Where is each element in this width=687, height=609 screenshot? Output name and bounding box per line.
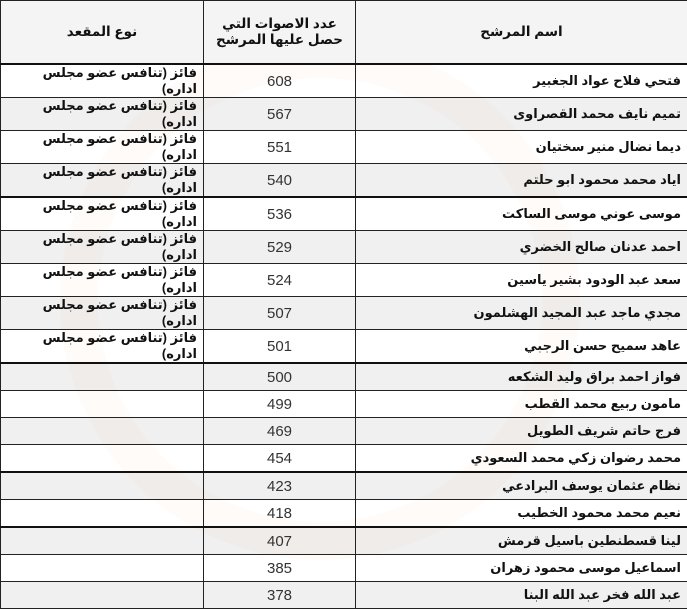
table-row [1, 297, 687, 330]
table-row [1, 264, 687, 297]
seat-type [1, 418, 204, 445]
seat-type: فائز (تنافس عضو مجلس اداره) [1, 264, 204, 297]
vote-count: 507 [204, 297, 356, 330]
vote-count: 529 [204, 231, 356, 264]
vote-count: 501 [204, 330, 356, 364]
candidate-name: اسماعيل موسى محمود زهران [356, 555, 687, 582]
candidate-name: تميم نايف محمد القصراوى [356, 98, 687, 131]
vote-count: 423 [204, 472, 356, 500]
vote-count: 407 [204, 527, 356, 555]
table-row [1, 330, 687, 364]
vote-count: 608 [204, 64, 356, 98]
table-row [1, 363, 687, 391]
vote-count: 540 [204, 164, 356, 198]
seat-type: فائز (تنافس عضو مجلس اداره) [1, 231, 204, 264]
seat-type [1, 445, 204, 473]
seat-type: فائز (تنافس عضو مجلس اداره) [1, 197, 204, 231]
table-row [1, 98, 687, 131]
table-row [1, 445, 687, 473]
candidate-name: احمد عدنان صالح الخضري [356, 231, 687, 264]
candidate-name: مجدي ماجد عبد المجيد الهشلمون [356, 297, 687, 330]
vote-count: 454 [204, 445, 356, 473]
seat-type: فائز (تنافس عضو مجلس اداره) [1, 330, 204, 364]
seat-type: فائز (تنافس عضو مجلس اداره) [1, 98, 204, 131]
table-row [1, 500, 687, 528]
vote-count: 536 [204, 197, 356, 231]
vote-count: 500 [204, 363, 356, 391]
seat-type [1, 582, 204, 609]
table-row [1, 197, 687, 231]
seat-type [1, 391, 204, 418]
vote-count: 469 [204, 418, 356, 445]
table-row [1, 527, 687, 555]
seat-type [1, 500, 204, 528]
candidate-name: عبد الله فخر عبد الله البنا [356, 582, 687, 609]
seat-type: فائز (تنافس عضو مجلس اداره) [1, 297, 204, 330]
vote-count: 551 [204, 131, 356, 164]
table-row [1, 555, 687, 582]
table-row [1, 582, 687, 609]
vote-count: 378 [204, 582, 356, 609]
candidate-name: عاهد سميح حسن الرجبي [356, 330, 687, 364]
header-name: اسم المرشح [356, 1, 687, 65]
candidate-name: فرج حاتم شريف الطويل [356, 418, 687, 445]
candidate-name: ديما نضال منير سختيان [356, 131, 687, 164]
candidate-name: نظام عثمان يوسف البرادعي [356, 472, 687, 500]
candidate-name: فواز احمد براق وليد الشكعه [356, 363, 687, 391]
vote-count: 524 [204, 264, 356, 297]
seat-type: فائز (تنافس عضو مجلس اداره) [1, 164, 204, 198]
candidate-name: اياد محمد محمود ابو حلتم [356, 164, 687, 198]
candidate-name: نعيم محمد محمود الخطيب [356, 500, 687, 528]
candidate-name: فتحي فلاح عواد الجغبير [356, 64, 687, 98]
seat-type: فائز (تنافس عضو مجلس اداره) [1, 131, 204, 164]
seat-type [1, 527, 204, 555]
vote-count: 499 [204, 391, 356, 418]
vote-count: 567 [204, 98, 356, 131]
table-row [1, 64, 687, 98]
candidate-name: لينا قسطنطين باسيل قرمش [356, 527, 687, 555]
candidate-name: سعد عبد الودود بشير ياسين [356, 264, 687, 297]
header-seat: نوع المقعد [1, 1, 204, 65]
candidate-name: مامون ربيع محمد القطب [356, 391, 687, 418]
candidate-name: محمد رضوان زكي محمد السعودي [356, 445, 687, 473]
vote-count: 385 [204, 555, 356, 582]
table-row [1, 391, 687, 418]
candidate-name: موسى عوني موسى الساكت [356, 197, 687, 231]
seat-type [1, 472, 204, 500]
table-row [1, 131, 687, 164]
seat-type [1, 363, 204, 391]
header-row [1, 1, 687, 65]
table-row [1, 418, 687, 445]
header-votes: عدد الاصوات التي حصل عليها المرشح [204, 1, 356, 65]
table-row [1, 231, 687, 264]
table-row [1, 472, 687, 500]
table-row [1, 164, 687, 198]
vote-count: 418 [204, 500, 356, 528]
seat-type: فائز (تنافس عضو مجلس اداره) [1, 64, 204, 98]
seat-type [1, 555, 204, 582]
